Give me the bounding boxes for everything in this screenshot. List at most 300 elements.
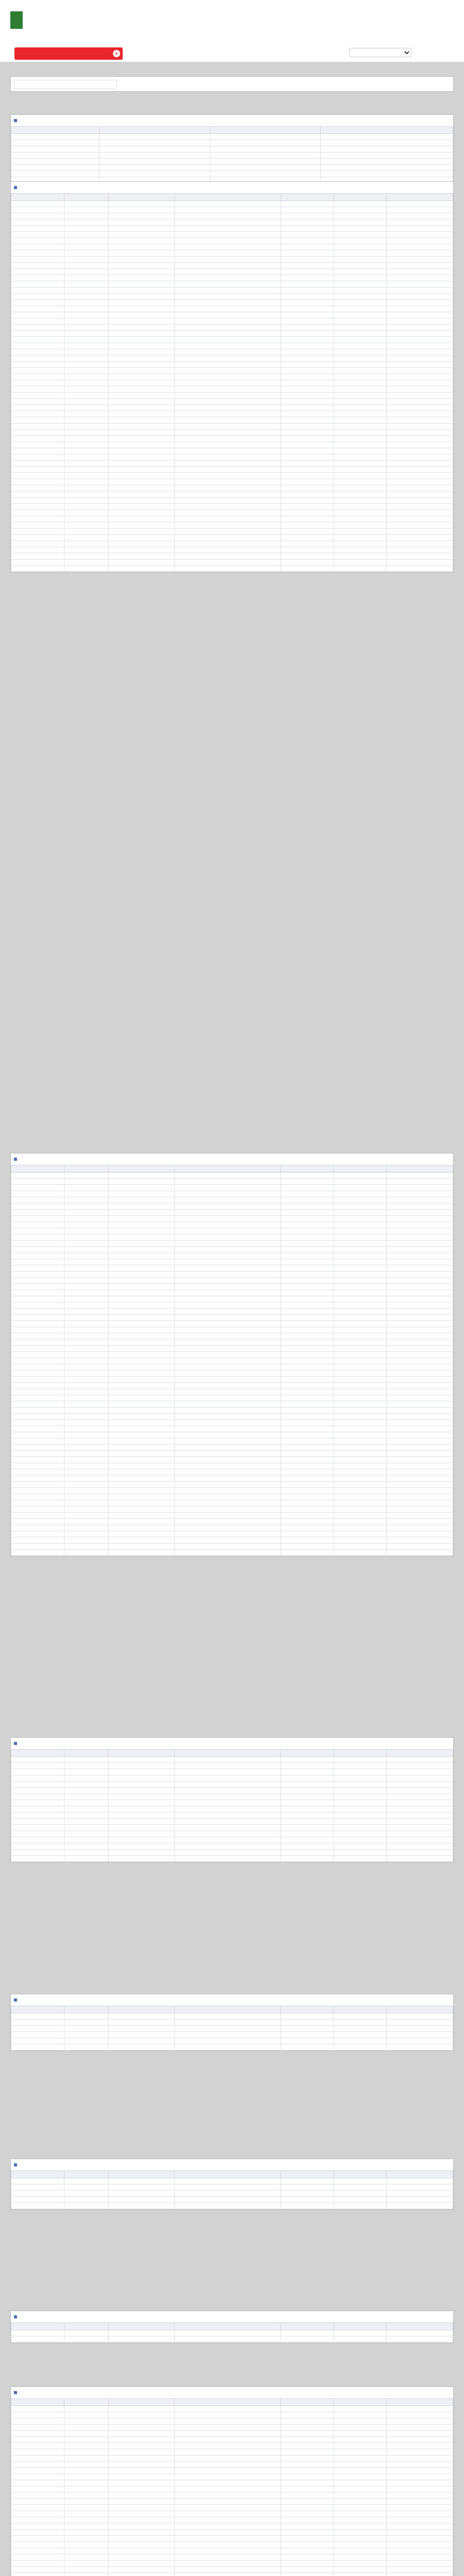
table-cell [387,312,453,318]
table-cell [108,1272,175,1278]
table-row [11,386,453,393]
table-cell [64,337,108,343]
table-cell [280,1234,334,1241]
table-cell [64,1358,108,1364]
table-row [11,448,453,454]
table-cell [11,140,100,146]
table-cell [387,1340,453,1346]
table-cell [64,1463,108,1469]
column-header [175,2171,281,2178]
table-cell [64,1321,108,1327]
table-cell [11,374,64,380]
table-cell [334,325,387,331]
table-cell [11,134,100,140]
table-cell [175,2203,281,2209]
table-cell [11,1333,64,1340]
table-row [11,368,453,374]
table-cell [387,2191,453,2197]
table-cell [11,2462,64,2468]
table-cell [280,257,334,263]
table-row [11,1321,453,1327]
table-cell [280,1247,334,1253]
table-cell [387,553,453,560]
table-cell [64,2020,108,2026]
column-header [175,194,281,201]
table-cell [175,1315,281,1321]
table-cell [11,1234,64,1241]
table-cell [175,1197,281,1204]
table-cell [334,1401,387,1408]
table-cell [108,454,175,461]
table-cell [64,2493,108,2499]
table-cell [11,522,64,529]
table-cell [334,1370,387,1377]
section-title [11,2159,453,2171]
table-cell [108,1420,175,1426]
table-row [11,2530,453,2536]
table-cell [334,207,387,213]
table-cell [11,1321,64,1327]
table-cell [175,201,281,207]
table-cell [280,386,334,393]
table-cell [334,232,387,238]
table-cell [11,331,64,337]
table-row [11,2431,453,2437]
table-cell [108,448,175,454]
table-cell [175,1327,281,1333]
table-row [11,1352,453,1358]
table-cell [108,522,175,529]
table-row [11,535,453,541]
table-cell [334,287,387,294]
filter-strip [10,76,454,92]
table-cell [175,2418,281,2425]
table-cell [387,1788,453,1794]
table-cell [175,1302,281,1309]
table-cell [175,1414,281,1420]
table-cell [334,1850,387,1856]
table-header-row [11,194,453,201]
table-row [11,1408,453,1414]
search-input[interactable] [14,80,117,89]
table-cell [280,1445,334,1451]
table-cell [175,1519,281,1525]
table-cell [11,294,64,300]
table-cell [108,1794,175,1800]
table-cell [280,2573,334,2576]
table-cell [280,325,334,331]
table-cell [64,2038,108,2044]
table-cell [175,1309,281,1315]
table-cell [334,1265,387,1272]
table-cell [387,560,453,566]
table-row [11,1519,453,1525]
table-cell [334,1222,387,1228]
table-cell [108,1544,175,1550]
table-row [11,1346,453,1352]
column-header [11,1165,64,1173]
table-cell [11,250,64,257]
table-cell [334,498,387,504]
table-cell [11,516,64,522]
table-cell [387,213,453,219]
table-row [11,1290,453,1296]
table-cell [64,1482,108,1488]
table-cell [64,1525,108,1531]
table-cell [11,504,64,510]
table-cell [387,1228,453,1234]
table-cell [175,2548,281,2554]
table-cell [11,1831,64,1837]
table-cell [11,1383,64,1389]
table-cell [175,1333,281,1340]
table-cell [175,430,281,436]
table-cell [100,146,210,152]
table-cell [280,2511,334,2517]
table-cell [11,1794,64,1800]
table-cell [11,2530,64,2536]
table-cell [108,2032,175,2038]
table-cell [64,560,108,566]
table-cell [175,1204,281,1210]
table-cell [175,535,281,541]
table-cell [334,306,387,312]
table-row [11,411,453,417]
table-cell [175,2336,281,2343]
table-cell [11,1806,64,1812]
table-cell [334,2573,387,2576]
table-cell [11,1315,64,1321]
table-cell [334,1763,387,1769]
table-cell [64,2013,108,2020]
table-cell [387,1401,453,1408]
table-cell [334,1185,387,1191]
table-cell [387,2184,453,2191]
table-cell [108,1234,175,1241]
table-cell [175,516,281,522]
table-cell [108,368,175,374]
table-cell [334,2336,387,2343]
table-cell [64,1302,108,1309]
table-cell [280,454,334,461]
table-cell [64,1445,108,1451]
table-cell [387,436,453,442]
column-header [280,2399,334,2406]
table-cell [11,1837,64,1843]
data-table [11,2323,453,2343]
table-cell [11,2455,64,2462]
table-cell [108,1451,175,1457]
table-cell [100,171,210,177]
table-cell [108,287,175,294]
table-cell [280,529,334,535]
table-cell [64,1259,108,1265]
table-cell [320,165,453,171]
table-cell [175,300,281,306]
table-cell [64,1278,108,1284]
table-cell [64,393,108,399]
table-cell [334,2486,387,2493]
table-cell [175,2511,281,2517]
table-cell [11,2013,64,2020]
table-cell [280,2486,334,2493]
table-cell [387,535,453,541]
table-cell [334,244,387,250]
table-row [11,1173,453,1179]
table-cell [387,1247,453,1253]
table-cell [280,1769,334,1775]
table-cell [11,1476,64,1482]
table-row [11,1812,453,1819]
data-table [11,2006,453,2050]
table-cell [108,1228,175,1234]
table-row [11,2336,453,2343]
table-cell [11,213,64,219]
table-cell [11,399,64,405]
table-cell [280,461,334,467]
table-row [11,1769,453,1775]
table-cell [387,492,453,498]
table-cell [280,1494,334,1500]
table-cell [280,1414,334,1420]
table-cell [334,1383,387,1389]
table-row [11,522,453,529]
table-row [11,1426,453,1432]
table-cell [108,1204,175,1210]
table-row [11,2038,453,2044]
table-cell [64,423,108,430]
table-cell [175,399,281,405]
table-cell [175,1494,281,1500]
table-row [11,1253,453,1259]
table-cell [280,1253,334,1259]
table-cell [108,1296,175,1302]
table-cell [334,1253,387,1259]
table-cell [280,2184,334,2191]
table-cell [108,1352,175,1358]
table-cell [334,417,387,423]
table-cell [11,1173,64,1179]
table-cell [108,1364,175,1370]
table-cell [108,219,175,226]
table-cell [280,423,334,430]
table-cell [387,275,453,281]
table-row [11,399,453,405]
table-cell [334,2462,387,2468]
table-cell [64,1272,108,1278]
table-cell [175,1763,281,1769]
table-cell [175,1265,281,1272]
table-row [11,238,453,244]
table-cell [334,461,387,467]
table-cell [11,1482,64,1488]
table-cell [108,461,175,467]
table-row [11,1856,453,1862]
table-cell [175,1278,281,1284]
table-cell [280,2561,334,2567]
bullet-icon [14,2391,17,2394]
table-cell [387,454,453,461]
table-cell [11,1191,64,1197]
table-row [11,2418,453,2425]
table-cell [175,1788,281,1794]
table-cell [108,213,175,219]
table-cell [11,306,64,312]
table-cell [175,1794,281,1800]
table-cell [64,2536,108,2542]
table-cell [334,2184,387,2191]
table-row [11,1395,453,1401]
header-button[interactable] [14,47,123,60]
column-header [11,2171,64,2178]
table-cell [280,1544,334,1550]
table-cell [280,2191,334,2197]
table-cell [387,1284,453,1290]
table-cell [175,442,281,448]
table-cell [108,516,175,522]
section-title [11,1154,453,1165]
table-cell [11,1819,64,1825]
table-cell [175,1843,281,1850]
table-cell [387,2480,453,2486]
table-cell [280,2418,334,2425]
table-cell [175,2437,281,2443]
table-cell [280,1775,334,1782]
table-row [11,134,453,140]
table-cell [334,1272,387,1278]
table-cell [280,1457,334,1463]
table-cell [108,492,175,498]
table-cell [175,1290,281,1296]
table-cell [11,1463,64,1469]
table-cell [175,1389,281,1395]
table-cell [11,1389,64,1395]
table-cell [175,2493,281,2499]
table-cell [11,287,64,294]
table-cell [175,2486,281,2493]
table-row [11,226,453,232]
table-cell [334,1216,387,1222]
table-cell [334,448,387,454]
table-cell [11,1222,64,1228]
table-cell [11,325,64,331]
table-cell [210,146,320,152]
table-cell [64,2505,108,2511]
table-cell [108,1309,175,1315]
table-cell [11,2026,64,2032]
table-cell [280,485,334,492]
table-cell [334,547,387,553]
table-header-row [11,2171,453,2178]
table-cell [175,2412,281,2418]
table-cell [108,442,175,448]
table-cell [387,1806,453,1812]
table-cell [334,2554,387,2561]
table-row [11,547,453,553]
table-cell [280,1302,334,1309]
table-cell [280,1519,334,1525]
table-cell [334,1513,387,1519]
table-cell [175,1482,281,1488]
table-cell [175,1432,281,1438]
table-cell [64,1794,108,1800]
table-cell [334,1426,387,1432]
table-cell [334,281,387,287]
table-row [11,1364,453,1370]
table-cell [108,355,175,362]
table-cell [387,2020,453,2026]
table-cell [11,2523,64,2530]
table-cell [108,2431,175,2437]
table-row [11,2032,453,2038]
table-cell [175,1259,281,1265]
table-cell [175,1469,281,1476]
table-cell [11,1531,64,1537]
table-cell [334,1500,387,1506]
table-cell [334,2203,387,2209]
table-cell [11,362,64,368]
table-cell [175,1488,281,1494]
table-cell [175,485,281,492]
table-row [11,1837,453,1843]
table-cell [334,1358,387,1364]
table-cell [108,1414,175,1420]
table-cell [11,1253,64,1259]
table-cell [11,1525,64,1531]
table-cell [175,1812,281,1819]
table-row [11,1210,453,1216]
table-cell [64,1426,108,1432]
table-cell [64,1179,108,1185]
table-cell [387,238,453,244]
table-cell [334,1259,387,1265]
table-row [11,1525,453,1531]
table-cell [334,294,387,300]
table-cell [387,1856,453,1862]
data-table [11,126,453,183]
table-cell [387,1432,453,1438]
filter-select[interactable] [350,48,411,57]
table-cell [280,1763,334,1769]
table-cell [108,1370,175,1377]
table-cell [280,1432,334,1438]
table-cell [11,1537,64,1544]
table-cell [387,1364,453,1370]
table-cell [11,1488,64,1494]
table-cell [11,2567,64,2573]
table-cell [64,374,108,380]
table-cell [64,1476,108,1482]
table-cell [175,2178,281,2184]
table-cell [280,1837,334,1843]
table-cell [108,411,175,417]
column-header [280,2006,334,2013]
data-table [11,2171,453,2209]
column-header [64,1165,108,1173]
table-cell [108,2523,175,2530]
table-cell [175,275,281,281]
table-cell [64,498,108,504]
table-cell [64,1819,108,1825]
section [10,1153,454,1556]
table-cell [210,134,320,140]
table-cell [108,1197,175,1204]
table-cell [108,1463,175,1469]
table-cell [280,244,334,250]
table-cell [387,1204,453,1210]
table-cell [387,1531,453,1537]
table-cell [108,2425,175,2431]
